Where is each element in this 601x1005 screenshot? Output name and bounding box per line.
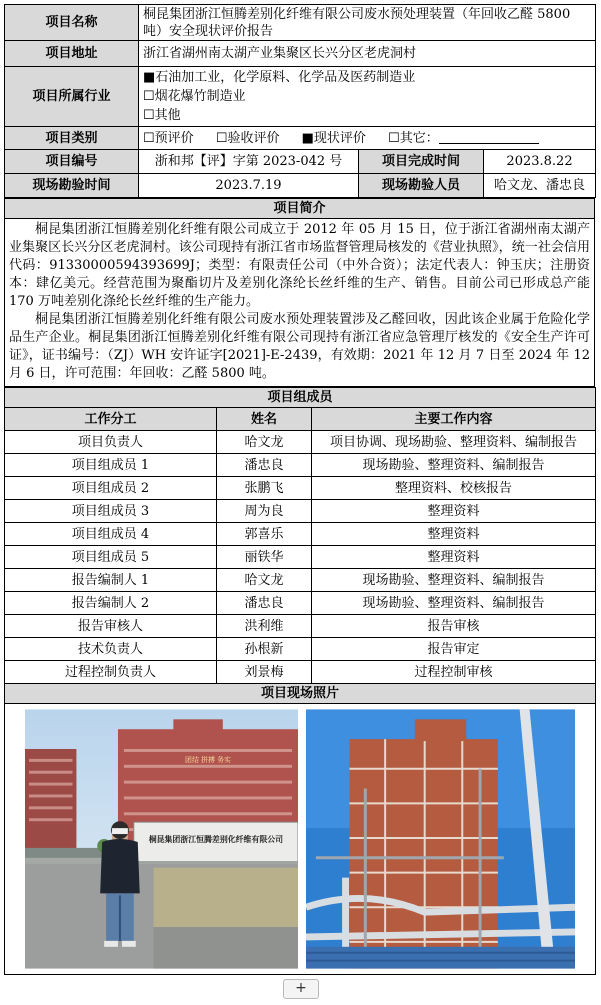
blank-underline	[439, 129, 539, 144]
report-sheet	[4, 4, 595, 975]
member-row	[5, 477, 596, 500]
member-row	[5, 500, 596, 523]
member-role: 项目组成员 5	[5, 546, 217, 569]
type-option-text: 验收评价	[227, 130, 280, 146]
member-role: 项目负责人	[5, 431, 217, 454]
project-info-table	[4, 4, 596, 198]
member-work: 现场勘验、整理资料、编制报告	[312, 569, 596, 592]
type-option-acceptance	[216, 129, 280, 148]
member-work: 现场勘验、整理资料、编制报告	[312, 592, 596, 615]
survey-staff-label: 现场勘验人员	[359, 174, 484, 198]
type-option-status	[302, 129, 366, 148]
project-address-value: 浙江省湖州南太湖产业集聚区长兴分区老虎洞村	[139, 41, 596, 67]
add-sheet-button[interactable]: +	[283, 979, 319, 999]
type-option-other	[388, 131, 539, 146]
industry-options	[139, 67, 596, 127]
member-name: 洪利维	[217, 615, 312, 638]
member-role: 项目组成员 4	[5, 523, 217, 546]
member-row	[5, 546, 596, 569]
member-name: 哈文龙	[217, 569, 312, 592]
member-name: 哈文龙	[217, 431, 312, 454]
industry-option-text: 石油加工业，化学原料、化学品及医药制造业	[155, 70, 416, 85]
members-header-role: 工作分工	[5, 408, 217, 431]
member-row	[5, 523, 596, 546]
member-name: 潘忠良	[217, 454, 312, 477]
member-row	[5, 454, 596, 477]
member-work: 过程控制审核	[312, 661, 596, 684]
photo-factory-entrance	[25, 708, 298, 970]
intro-table	[4, 198, 595, 387]
member-work: 项目协调、现场勘验、整理资料、编制报告	[312, 431, 596, 454]
member-row	[5, 431, 596, 454]
members-title: 项目组成员	[5, 388, 596, 408]
complete-time-label: 项目完成时间	[359, 150, 484, 174]
industry-label: 项目所属行业	[5, 67, 139, 127]
member-work: 整理资料、校核报告	[312, 477, 596, 500]
member-row	[5, 615, 596, 638]
project-address-label: 项目地址	[5, 41, 139, 67]
survey-staff-value: 哈文龙、潘忠良	[484, 174, 596, 198]
type-option-pre	[143, 129, 194, 148]
project-name-label: 项目名称	[5, 5, 139, 41]
member-role: 项目组成员 1	[5, 454, 217, 477]
project-number-label: 项目编号	[5, 150, 139, 174]
industry-option-other	[143, 106, 591, 125]
photo-treatment-tower	[306, 708, 575, 970]
member-work: 整理资料	[312, 523, 596, 546]
industry-option-text: 其他	[154, 108, 181, 123]
member-name: 郭喜乐	[217, 523, 312, 546]
intro-body	[5, 219, 595, 387]
member-role: 过程控制负责人	[5, 661, 217, 684]
member-row	[5, 638, 596, 661]
building-slogan: 团结 拼搏 务实	[185, 755, 231, 764]
members-rows	[5, 431, 596, 684]
member-work: 整理资料	[312, 500, 596, 523]
industry-option-chemical	[143, 68, 591, 87]
photos-cell	[5, 704, 596, 975]
checkbox-empty-icon: ☐	[143, 108, 155, 123]
intro-title: 项目简介	[5, 199, 595, 219]
member-role: 报告编制人 1	[5, 569, 217, 592]
member-name: 潘忠良	[217, 592, 312, 615]
intro-paragraph-1: 桐昆集团浙江恒腾差别化纤维有限公司成立于 2012 年 05 月 15 日，位于浙江省湖州南太湖产业集聚区长兴分区老虎洞村。该公司现持有浙江省市场监督管理局核发的《营业执照》，统一社会信用代码：91330000594393699J；类型：有限责任公司（中外合资）；法定代表人：钟玉庆；注册资本：肆亿美元。经营范围为聚酯切片及差别化涤纶长丝纤维的生产、销售。目前公司已形成总产能 170 万吨差别化涤纶长丝纤维的生产能力。	[9, 222, 590, 309]
checkbox-empty-icon: ☐	[143, 130, 155, 146]
checkbox-empty-icon: ☐	[143, 89, 155, 104]
member-role: 技术负责人	[5, 638, 217, 661]
member-row	[5, 569, 596, 592]
industry-option-text: 烟花爆竹制造业	[154, 89, 246, 104]
member-row	[5, 592, 596, 615]
photos-row	[5, 705, 595, 973]
member-name: 孙根新	[217, 638, 312, 661]
member-work: 报告审定	[312, 638, 596, 661]
project-name-value: 桐昆集团浙江恒腾差别化纤维有限公司废水预处理装置（年回收乙醛 5800 吨）安全现状评价报告	[139, 5, 596, 41]
type-option-text: 现状评价	[313, 130, 366, 146]
checkbox-empty-icon: ☐	[388, 130, 400, 146]
member-row	[5, 661, 596, 684]
type-option-text: 预评价	[154, 130, 194, 146]
member-work: 现场勘验、整理资料、编制报告	[312, 454, 596, 477]
member-role: 项目组成员 2	[5, 477, 217, 500]
intro-paragraph-2: 桐昆集团浙江恒腾差别化纤维有限公司废水预处理装置涉及乙醛回收，因此该企业属于危险化学品生产企业。桐昆集团浙江恒腾差别化纤维有限公司现持有浙江省应急管理厅核发的《安全生产许可证》，证书编号：（ZJ）WH 安许证字[2021]-E-2439，有效期：2021 年 12 月 7 日至 2024 年 12 月 6 日，许可范围：年回收：乙醛 5800 吨。	[9, 312, 590, 381]
member-role: 项目组成员 3	[5, 500, 217, 523]
members-table	[4, 387, 596, 975]
member-role: 报告审核人	[5, 615, 217, 638]
member-work: 整理资料	[312, 546, 596, 569]
member-name: 丽铁华	[217, 546, 312, 569]
project-type-label: 项目类别	[5, 127, 139, 150]
type-option-text: 其它：	[399, 130, 439, 146]
checkbox-checked-icon: ■	[143, 70, 156, 85]
member-role: 报告编制人 2	[5, 592, 217, 615]
complete-time-value: 2023.8.22	[484, 150, 596, 174]
checkbox-checked-icon: ■	[301, 130, 314, 146]
survey-time-label: 现场勘验时间	[5, 174, 139, 198]
member-name: 刘景梅	[217, 661, 312, 684]
member-work: 报告审核	[312, 615, 596, 638]
member-name: 张鹏飞	[217, 477, 312, 500]
members-header-name: 姓名	[217, 408, 312, 431]
project-number-value: 浙和邦【评】字第 2023-042 号	[139, 150, 359, 174]
photos-title: 项目现场照片	[5, 684, 596, 704]
building-sign: 桐昆集团浙江恒腾差别化纤维有限公司	[148, 834, 284, 844]
members-header-work: 主要工作内容	[312, 408, 596, 431]
member-name: 周为良	[217, 500, 312, 523]
project-type-options	[139, 127, 596, 150]
survey-time-value: 2023.7.19	[139, 174, 359, 198]
checkbox-empty-icon: ☐	[215, 130, 228, 146]
industry-option-fireworks	[143, 87, 591, 106]
